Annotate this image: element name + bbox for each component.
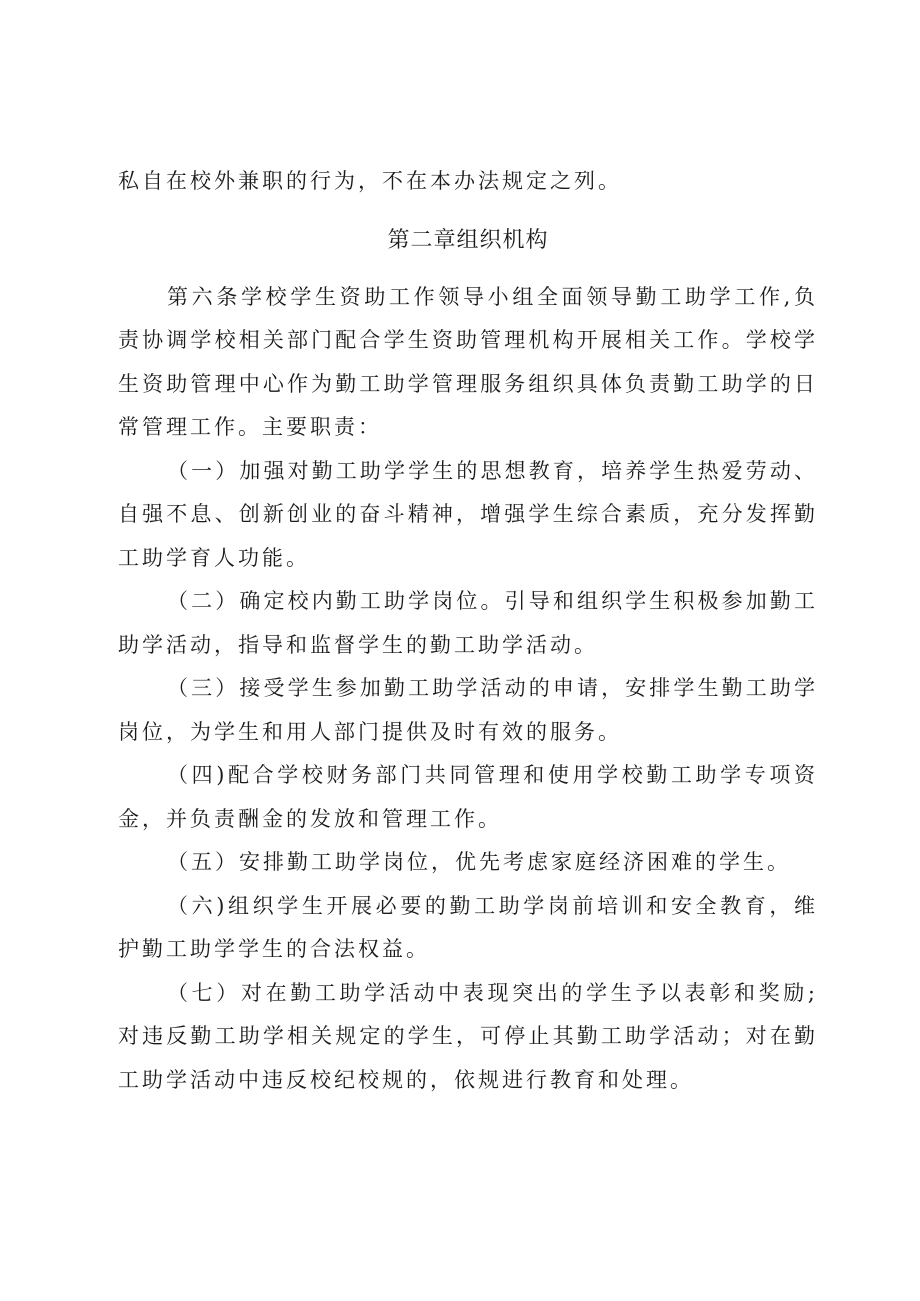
document-page xyxy=(118,160,818,1102)
duty-item-3: （三）接受学生参加勤工助学活动的申请，安排学生勤工助学岗位，为学生和用人部门提供及时有效的服务。 xyxy=(118,676,818,744)
duty-item-2: （二）确定校内勤工助学岗位。引导和组织学生积极参加勤工助学活动，指导和监督学生的勤工助学活动。 xyxy=(118,589,818,657)
continuation-paragraph: 私自在校外兼职的行为，不在本办法规定之列。 xyxy=(118,169,622,193)
duty-item-5: （五）安排勤工助学岗位，优先考虑家庭经济困难的学生。 xyxy=(167,850,791,874)
duty-item-4: （四)配合学校财务部门共同管理和使用学校勤工助学专项资金，并负责酬金的发放和管理工作。 xyxy=(118,763,818,831)
duty-item-1: （一）加强对勤工助学学生的思想教育，培养学生热爱劳动、自强不息、创新创业的奋斗精神，增强学生综合素质，充分发挥勤工助学育人功能。 xyxy=(118,458,818,570)
duty-item-7: （七）对在勤工助学活动中表现突出的学生予以表彰和奖励;对违反勤工助学相关规定的学生，可停止其勤工助学活动；对在勤工助学活动中违反校纪校规的，依规进行教育和处理。 xyxy=(118,980,818,1092)
chapter-title: 第二章组织机构 xyxy=(387,227,549,253)
article-six-paragraph: 第六条学校学生资助工作领导小组全面领导勤工助学工作,负责协调学校相关部门配合学生资助管理机构开展相关工作。学校学生资助管理中心作为勤工助学管理服务组织具体负责勤工助学的日常管理工作。主要职责： xyxy=(118,284,818,439)
duty-item-6: （六)组织学生开展必要的勤工助学岗前培训和安全教育，维护勤工助学学生的合法权益。 xyxy=(118,893,818,961)
